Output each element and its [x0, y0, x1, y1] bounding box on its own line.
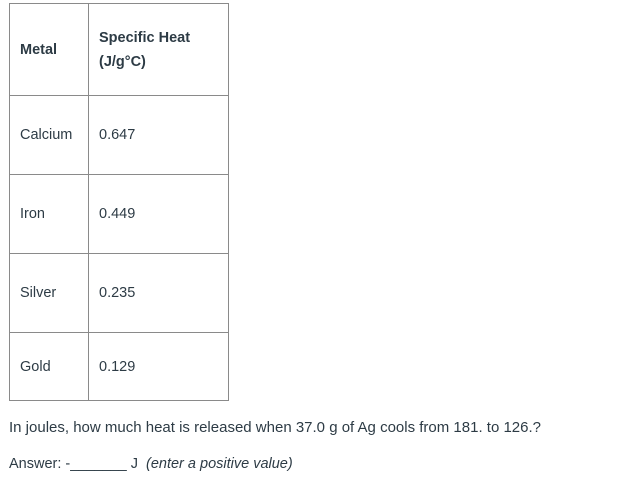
table-row	[10, 333, 229, 401]
answer-prompt: Answer: -_______ J	[9, 456, 138, 472]
table-row	[10, 96, 229, 175]
metal-cell: Iron	[10, 175, 89, 254]
table-header-row	[10, 4, 229, 96]
answer-hint: (enter a positive value)	[146, 456, 293, 472]
heat-cell: 0.129	[89, 333, 229, 401]
header-metal: Metal	[10, 4, 89, 96]
heat-cell: 0.647	[89, 96, 229, 175]
table-row	[10, 254, 229, 333]
question-text: In joules, how much heat is released when 37.0 g of Ag cools from 181. to 126.?	[9, 419, 541, 436]
metal-cell: Silver	[10, 254, 89, 333]
heat-cell: 0.449	[89, 175, 229, 254]
answer-line	[9, 456, 293, 472]
header-specific-heat	[89, 4, 229, 96]
heat-cell: 0.235	[89, 254, 229, 333]
metal-cell: Calcium	[10, 96, 89, 175]
specific-heat-table	[9, 3, 229, 401]
header-specific-heat-unit: (J/g°C)	[99, 53, 146, 70]
metal-cell: Gold	[10, 333, 89, 401]
table-row	[10, 175, 229, 254]
header-specific-heat-label: Specific Heat	[99, 29, 191, 46]
